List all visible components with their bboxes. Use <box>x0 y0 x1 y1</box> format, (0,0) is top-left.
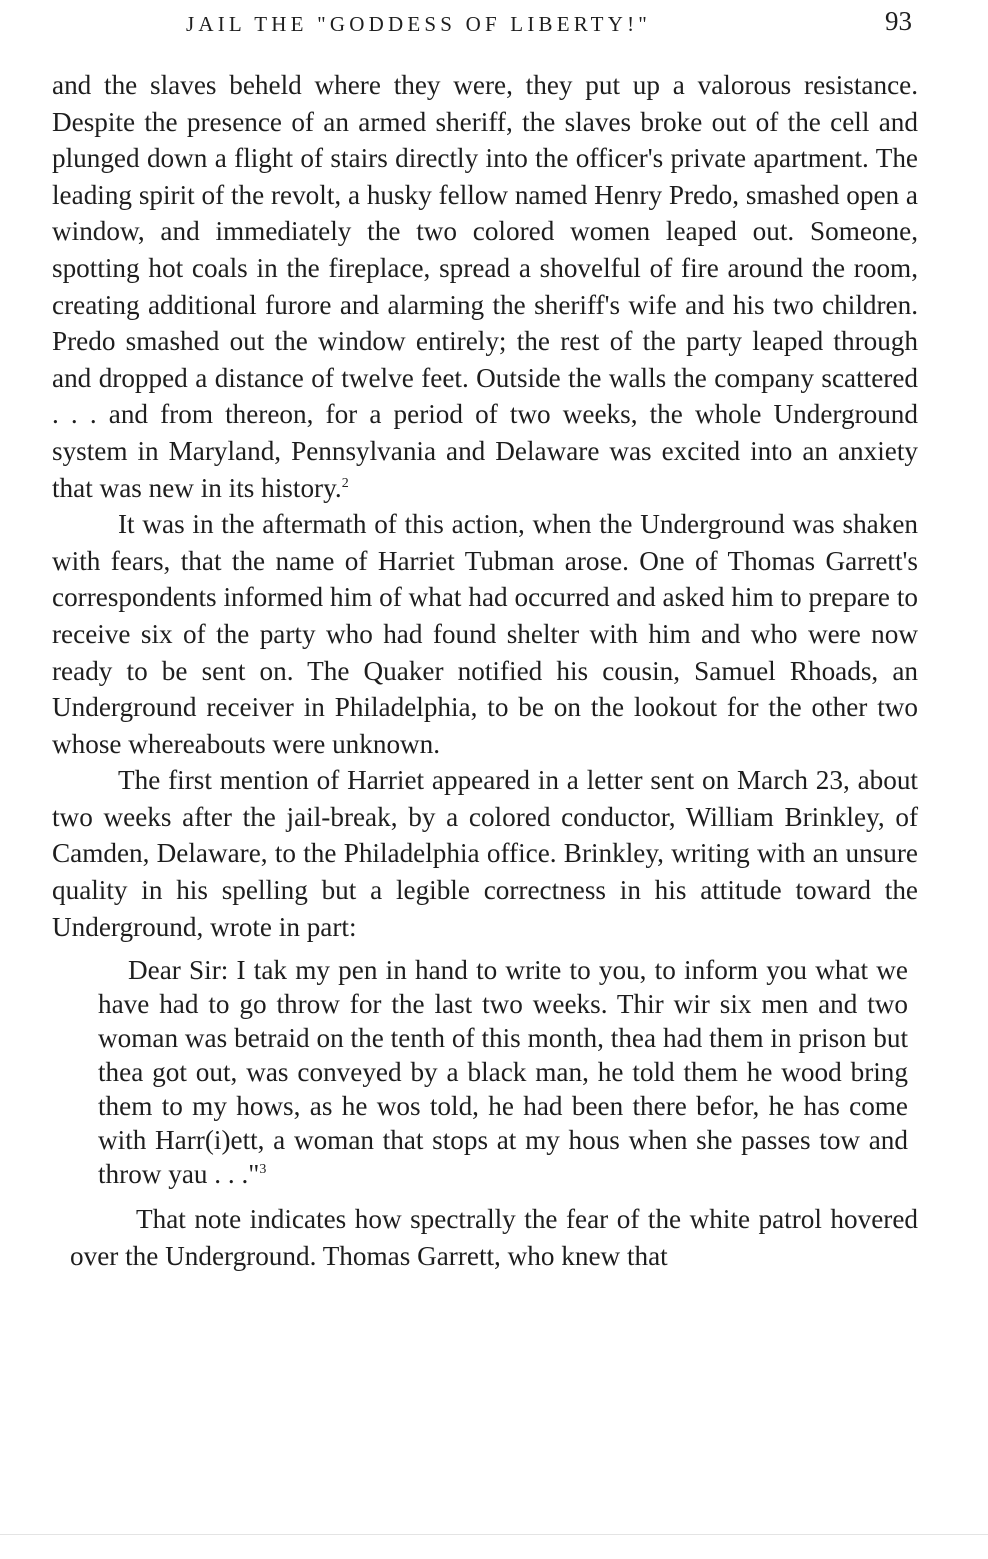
paragraph-3 <box>52 762 918 945</box>
paragraph-closing <box>52 1201 918 1274</box>
paragraph-text: It was in the aftermath of this action, when the Underground was shaken with fears, that the name of Harriet Tubman arose. One of Thomas Garrett's correspondents informed him of what had occurred and asked him to prepare to receive six of the party who had found shelter with him and who were now ready to be sent on. The Quaker notified his cousin, Samuel Rhoads, an Underground receiver in Philadelphia, to be on the lookout for the other two whose whereabouts were unknown. <box>52 509 918 759</box>
paragraph-text: and the slaves beheld where they were, they put up a valorous resistance. Despite the presence of an armed sheriff, the slaves broke out of the cell and plunged down a flight of stairs directly into the officer's private apartment. The leading spirit of the revolt, a husky fellow named Henry Predo, smashed open a window, and immediately the two colored women leaped out. Someone, spotting hot coals in the fireplace, spread a shovelful of fire around the room, creating additional furore and alarming the sheriff's wife and his two children. Predo smashed out the window entirely; the rest of the party leaped through and dropped a distance of twelve feet. Outside the walls the company scattered . . . and from thereon, for a period of two weeks, the whole Underground system in Maryland, Pennsylvania and Delaware was excited into an anxiety that was new in its history. <box>52 70 919 503</box>
page-number: 93 <box>885 6 912 36</box>
paragraph-text: That note indicates how spectrally the fear of the white patrol hovered over the Underground. Thomas Garrett, who knew that <box>70 1204 918 1271</box>
page-edge-line <box>0 1534 988 1535</box>
footnote-marker: 2 <box>341 475 349 491</box>
paragraph-2 <box>52 506 918 762</box>
letter-text <box>98 953 908 1191</box>
footnote-marker: 3 <box>259 1162 267 1178</box>
running-head <box>186 6 926 42</box>
quoted-letter <box>52 953 918 1191</box>
running-title: JAIL THE "GODDESS OF LIBERTY!" <box>186 12 652 36</box>
paragraph-1 <box>52 67 918 506</box>
paragraph-text: The first mention of Harriet appeared in a letter sent on March 23, about two weeks after the jail-break, by a colored conductor, William Brinkley, of Camden, Delaware, to the Philadelphia office. Brinkley, writing with an unsure quality in his spelling but a legible correctness in his attitude toward the Underground, wrote in part: <box>52 765 918 942</box>
letter-body: Dear Sir: I tak my pen in hand to write to you, to inform you what we have had to go throw for the last two weeks. Thir wir six men and two woman was betraid on the tenth of this month, thea had them in prison but thea got out, was conveyed by a black man, he told them he wood bring them to my hows, as he wos told, he had been there befor, he has come with Harr(i)ett, a woman that stops at my hous when she passes tow and throw yau . . ." <box>98 955 908 1190</box>
body-text <box>52 67 918 1274</box>
